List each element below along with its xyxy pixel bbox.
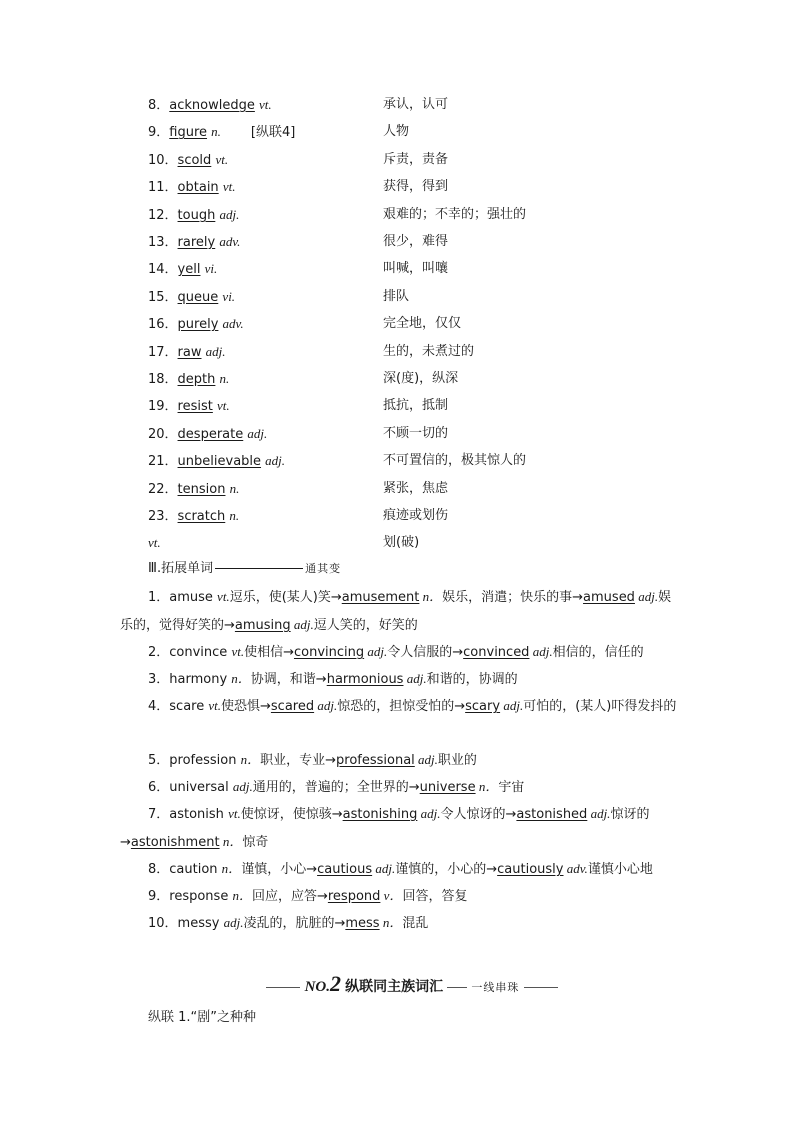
vocab-number: 9． (148, 125, 170, 140)
vocab-number: 18． (148, 372, 178, 387)
part-of-speech: n． (475, 779, 499, 794)
derived-word: respond (327, 889, 381, 904)
definition-text: 3．harmony (148, 672, 232, 687)
vocab-number: 21． (148, 454, 178, 469)
vocab-ref: [纵联4] (250, 125, 296, 140)
section-title: Ⅲ.拓展单词 (148, 561, 214, 576)
extended-item (120, 746, 680, 774)
no2-title: 纵联同主族词汇 (345, 979, 444, 995)
vocab-number: 14． (148, 262, 178, 277)
definition-text: 逗人笑的，好笑的 (313, 618, 418, 633)
part-of-speech: n． (231, 671, 251, 686)
definition-text: 令人惊讶的→ (440, 807, 517, 822)
vocab-entry (148, 369, 229, 390)
vocab-entry (148, 150, 228, 171)
derived-word: amusement (341, 590, 420, 605)
vocab-pos: n. (229, 508, 240, 523)
part-of-speech: vt. (228, 806, 241, 821)
part-of-speech: adj. (290, 617, 314, 632)
heading-rule (215, 568, 303, 569)
definition-text: 娱乐的，觉得好笑的→ (120, 590, 672, 633)
zonglian-heading: 纵联 1.“剧”之种种 (148, 1010, 257, 1025)
vocab-word: figure (169, 125, 208, 140)
part-of-speech: n． (240, 752, 261, 767)
definition-text: 职业，专业→ (260, 753, 337, 768)
part-of-speech: n． (232, 888, 252, 903)
part-of-speech: adj. (314, 698, 338, 713)
definition-text: 9．response (148, 889, 233, 904)
definition-text: 惊奇 (242, 835, 269, 850)
extended-item (120, 638, 680, 666)
extended-item (120, 855, 680, 883)
derived-word: astonished (516, 807, 588, 822)
section-heading-extended-words (148, 559, 341, 579)
derived-word: astonishing (342, 807, 418, 822)
derived-word: scary (465, 699, 501, 714)
vocab-pos: vt. (215, 152, 229, 167)
vocab-entry (148, 396, 230, 417)
definition-text: 职业的 (437, 753, 477, 768)
definition-text: 4．scare (148, 699, 209, 714)
vocab-word: tension (177, 482, 226, 497)
vocab-pos: vi. (222, 289, 236, 304)
derived-word: mess (345, 916, 380, 931)
vocab-pos: vt. (217, 398, 230, 413)
definition-text: 使恐惧→ (221, 699, 271, 714)
vocab-meaning: 斥责，责备 (383, 152, 449, 167)
vocab-meaning: 承认，认可 (383, 97, 449, 112)
vocab-pos: adj. (265, 453, 286, 468)
vocab-entry (148, 177, 235, 198)
definition-text: 惊讶的→ (120, 807, 650, 850)
vocab-number: 20． (148, 427, 178, 442)
definition-text: 惊恐的，担惊受怕的→ (337, 699, 466, 714)
part-of-speech: adj. (223, 915, 244, 930)
vocab-entry (148, 506, 239, 527)
no2-divider (254, 970, 570, 998)
vocab-meaning: 获得，得到 (383, 179, 449, 194)
vocab-meaning: 不顾一切的 (383, 426, 449, 441)
vocab-number: 8． (148, 98, 170, 113)
divider-line-left (266, 987, 300, 988)
vocab-word: desperate (177, 427, 244, 442)
vocab-word: tough (177, 208, 216, 223)
vocab-entry (148, 342, 226, 363)
part-of-speech: vt. (217, 589, 230, 604)
part-of-speech: adj. (403, 671, 427, 686)
vocab-word: rarely (177, 235, 216, 250)
part-of-speech: adj. (417, 806, 441, 821)
part-of-speech: vt. (208, 698, 221, 713)
vocab-word: obtain (177, 180, 219, 195)
part-of-speech: v． (380, 888, 403, 903)
derived-word: convincing (293, 645, 365, 660)
extended-item (120, 583, 680, 639)
vocab-pos: adv. (222, 316, 244, 331)
extended-item (120, 692, 680, 720)
definition-text: 相信的，信任的 (552, 645, 644, 660)
part-of-speech: adj. (500, 698, 524, 713)
definition-text: 2．convince (148, 645, 232, 660)
vocab-pos: adj. (247, 426, 268, 441)
vocab-word: unbelievable (177, 454, 262, 469)
divider-line-right (524, 987, 558, 988)
vocab-pos: vi. (204, 261, 218, 276)
vocab-word: raw (177, 345, 202, 360)
definition-text: 通用的，普遍的；全世界的→ (252, 780, 420, 795)
extended-item (120, 773, 680, 801)
derived-word: universe (419, 780, 476, 795)
definition-text: 谨慎，小心→ (241, 862, 318, 877)
vocab-pos: vt. (222, 179, 236, 194)
vocab-word: scratch (177, 509, 226, 524)
vocab-meaning: 不可置信的，极其惊人的 (383, 453, 527, 468)
vocab-entry (148, 533, 161, 554)
vocab-meaning: 很少，难得 (383, 234, 449, 249)
vocab-entry (148, 259, 217, 280)
derived-word: amusing (234, 618, 291, 633)
vocab-word: queue (177, 290, 219, 305)
vocab-meaning: 深(度)，纵深 (383, 371, 459, 386)
definition-text: 可怕的，(某人)吓得发抖的 (523, 699, 677, 714)
vocab-meaning: 完全地，仅仅 (383, 316, 462, 331)
vocab-word: scold (177, 153, 212, 168)
definition-text: 谨慎的，小心的→ (395, 862, 498, 877)
extended-item (120, 909, 680, 937)
vocab-meaning: 痕迹或划伤 (383, 508, 449, 523)
definition-text: 混乱 (402, 916, 429, 931)
vocab-number: 17． (148, 345, 178, 360)
vocab-word: resist (177, 399, 213, 414)
definition-text: 使相信→ (244, 645, 294, 660)
part-of-speech: adj. (364, 644, 388, 659)
part-of-speech: n． (419, 589, 443, 604)
definition-text: 1．amuse (148, 590, 218, 605)
vocab-pos: n. (229, 481, 240, 496)
vocab-meaning: 人物 (383, 124, 410, 139)
definition-text: 5．profession (148, 753, 241, 768)
vocab-pos: vt. (259, 97, 272, 112)
vocab-number: 12． (148, 208, 178, 223)
vocab-entry (148, 314, 244, 335)
vocab-entry (148, 205, 239, 226)
derived-word: convinced (463, 645, 530, 660)
vocab-word: purely (177, 317, 219, 332)
derived-word: cautiously (497, 862, 564, 877)
vocab-meaning: 生的，未煮过的 (383, 344, 475, 359)
part-of-speech: vt. (231, 644, 245, 659)
definition-text: 和谐的，协调的 (426, 672, 518, 687)
vocab-entry (148, 424, 267, 445)
divider-line-mid (447, 987, 467, 988)
vocab-word: acknowledge (169, 98, 255, 113)
part-of-speech: n． (221, 861, 242, 876)
vocab-word: depth (177, 372, 216, 387)
part-of-speech: n． (379, 915, 403, 930)
vocab-meaning: 划(破) (383, 535, 420, 550)
definition-text: 令人信服的→ (387, 645, 464, 660)
vocab-number: 13． (148, 235, 178, 250)
definition-text: 协调，和谐→ (250, 672, 327, 687)
vocab-meaning: 抵抗，抵制 (383, 398, 449, 413)
definition-text: 10．messy (148, 916, 224, 931)
vocab-entry (148, 232, 240, 253)
definition-text: 回应，应答→ (251, 889, 328, 904)
vocab-pos: vt. (148, 535, 161, 550)
part-of-speech: adj. (372, 861, 396, 876)
extended-item (120, 665, 680, 693)
derived-word: harmonious (326, 672, 404, 687)
vocab-meaning: 艰难的；不幸的；强壮的 (383, 207, 527, 222)
derived-word: scared (270, 699, 315, 714)
definition-text: 凌乱的，肮脏的→ (243, 916, 346, 931)
derived-word: astonishment (130, 835, 220, 850)
definition-text: 逗乐，使(某人)笑→ (229, 590, 342, 605)
part-of-speech: adj. (634, 589, 659, 604)
part-of-speech: adj. (529, 644, 553, 659)
extended-item (120, 882, 680, 910)
vocab-entry (148, 287, 235, 308)
no2-label: NO.2 (304, 971, 341, 996)
derived-word: cautious (317, 862, 373, 877)
vocab-number: 10． (148, 153, 178, 168)
definition-text: 谨慎小心地 (587, 862, 653, 877)
vocab-meaning: 紧张，焦虑 (383, 481, 449, 496)
definition-text: 7．astonish (148, 807, 229, 822)
part-of-speech: adv. (563, 861, 588, 876)
vocab-entry (148, 451, 285, 472)
no2-subtitle: 一线串珠 (471, 981, 520, 994)
derived-word: amused (583, 590, 635, 605)
definition-text: 6．universal (148, 780, 233, 795)
vocab-number: 19． (148, 399, 178, 414)
definition-text: 宇宙 (498, 780, 525, 795)
vocab-entry (148, 95, 272, 116)
vocab-word: yell (177, 262, 201, 277)
vocab-pos: adj. (219, 207, 240, 222)
vocab-meaning: 排队 (383, 289, 410, 304)
vocab-number: 11． (148, 180, 178, 195)
vocab-entry (148, 122, 295, 143)
vocab-pos: n. (211, 124, 221, 139)
part-of-speech: adj. (587, 806, 611, 821)
vocab-number: 15． (148, 290, 178, 305)
part-of-speech: adj. (414, 752, 438, 767)
vocab-number: 23． (148, 509, 178, 524)
part-of-speech: adj. (232, 779, 253, 794)
vocab-number: 16． (148, 317, 178, 332)
vocab-meaning: 叫喊，叫嚷 (383, 261, 449, 276)
vocab-pos: n. (219, 371, 230, 386)
vocab-pos: adv. (219, 234, 241, 249)
section-subtitle: 通其变 (305, 562, 342, 575)
definition-text: 8．caution (148, 862, 222, 877)
vocab-pos: adj. (205, 344, 226, 359)
vocab-number: 22． (148, 482, 178, 497)
definition-text: 使惊讶，使惊骇→ (240, 807, 343, 822)
definition-text: 回答，答复 (402, 889, 468, 904)
definition-text: 娱乐，消遣；快乐的事→ (442, 590, 584, 605)
part-of-speech: n． (219, 834, 243, 849)
extended-item (120, 800, 680, 856)
derived-word: professional (336, 753, 415, 768)
vocab-entry (148, 479, 239, 500)
